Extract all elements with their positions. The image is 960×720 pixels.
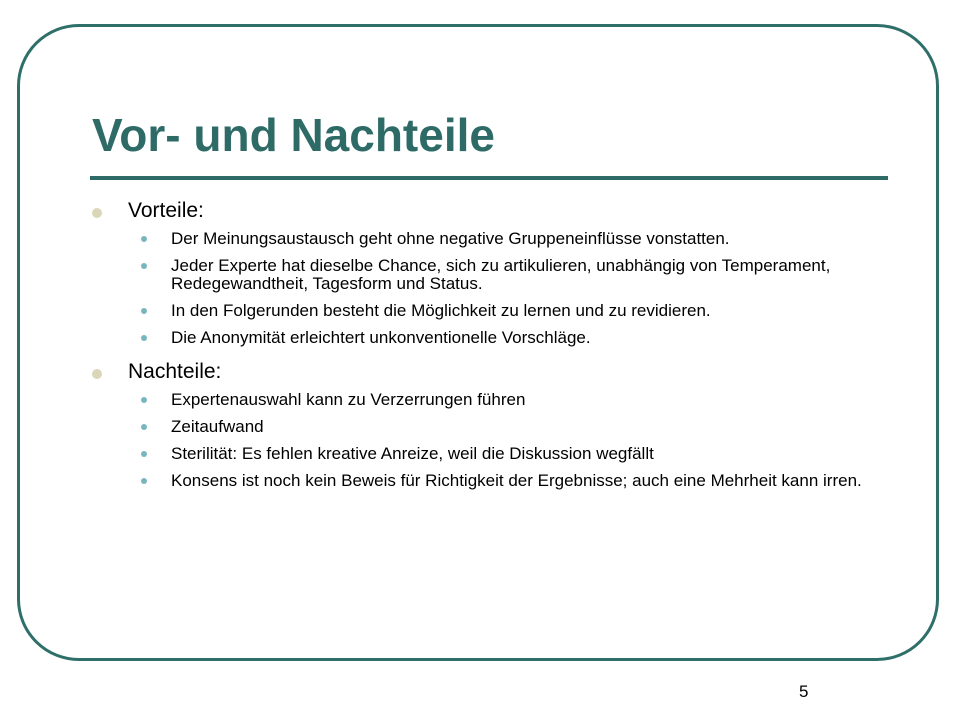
list-item-text: In den Folgerunden besteht die Möglichkeit zu lernen und zu revidieren. (171, 301, 711, 320)
list-item (90, 391, 880, 409)
list-item (90, 445, 880, 463)
section-vorteile (90, 196, 880, 347)
section-heading (90, 357, 880, 387)
bullet-dot-icon (141, 478, 147, 484)
list-item-text: Konsens ist noch kein Beweis für Richtigkeit der Ergebnisse; auch eine Mehrheit kann irren. (171, 471, 862, 490)
list-item-text: Sterilität: Es fehlen kreative Anreize, weil die Diskussion wegfällt (171, 444, 654, 463)
slide-title: Vor- und Nachteile (92, 109, 495, 161)
section-heading-label: Nachteile: (128, 360, 222, 383)
page-number: 5 (799, 682, 809, 701)
list-item (90, 472, 880, 490)
bullet-dot-icon (141, 308, 147, 314)
bullet-dot-icon (141, 263, 147, 269)
list-item (90, 257, 880, 293)
list-item (90, 418, 880, 436)
list-item-text: Expertenauswahl kann zu Verzerrungen führen (171, 390, 526, 409)
list-item (90, 302, 880, 320)
section-bullet-icon (92, 208, 102, 218)
list-item-text: Jeder Experte hat dieselbe Chance, sich zu artikulieren, unabhängig von Temperament, Redegewandtheit, Tagesform und Status. (171, 256, 831, 293)
bullet-dot-icon (141, 451, 147, 457)
bullet-list (90, 391, 880, 490)
list-item (90, 230, 880, 248)
section-heading (90, 196, 880, 226)
list-item-text: Zeitaufwand (171, 417, 264, 436)
bullet-dot-icon (141, 397, 147, 403)
section-heading-label: Vorteile: (128, 199, 204, 222)
bullet-list (90, 230, 880, 347)
section-nachteile (90, 357, 880, 490)
list-item-text: Die Anonymität erleichtert unkonventionelle Vorschläge. (171, 328, 591, 347)
slide-content (90, 196, 880, 499)
bullet-dot-icon (141, 424, 147, 430)
title-underline (90, 176, 888, 180)
bullet-dot-icon (141, 335, 147, 341)
list-item (90, 329, 880, 347)
section-bullet-icon (92, 369, 102, 379)
bullet-dot-icon (141, 236, 147, 242)
list-item-text: Der Meinungsaustausch geht ohne negative Gruppeneinflüsse vonstatten. (171, 229, 730, 248)
